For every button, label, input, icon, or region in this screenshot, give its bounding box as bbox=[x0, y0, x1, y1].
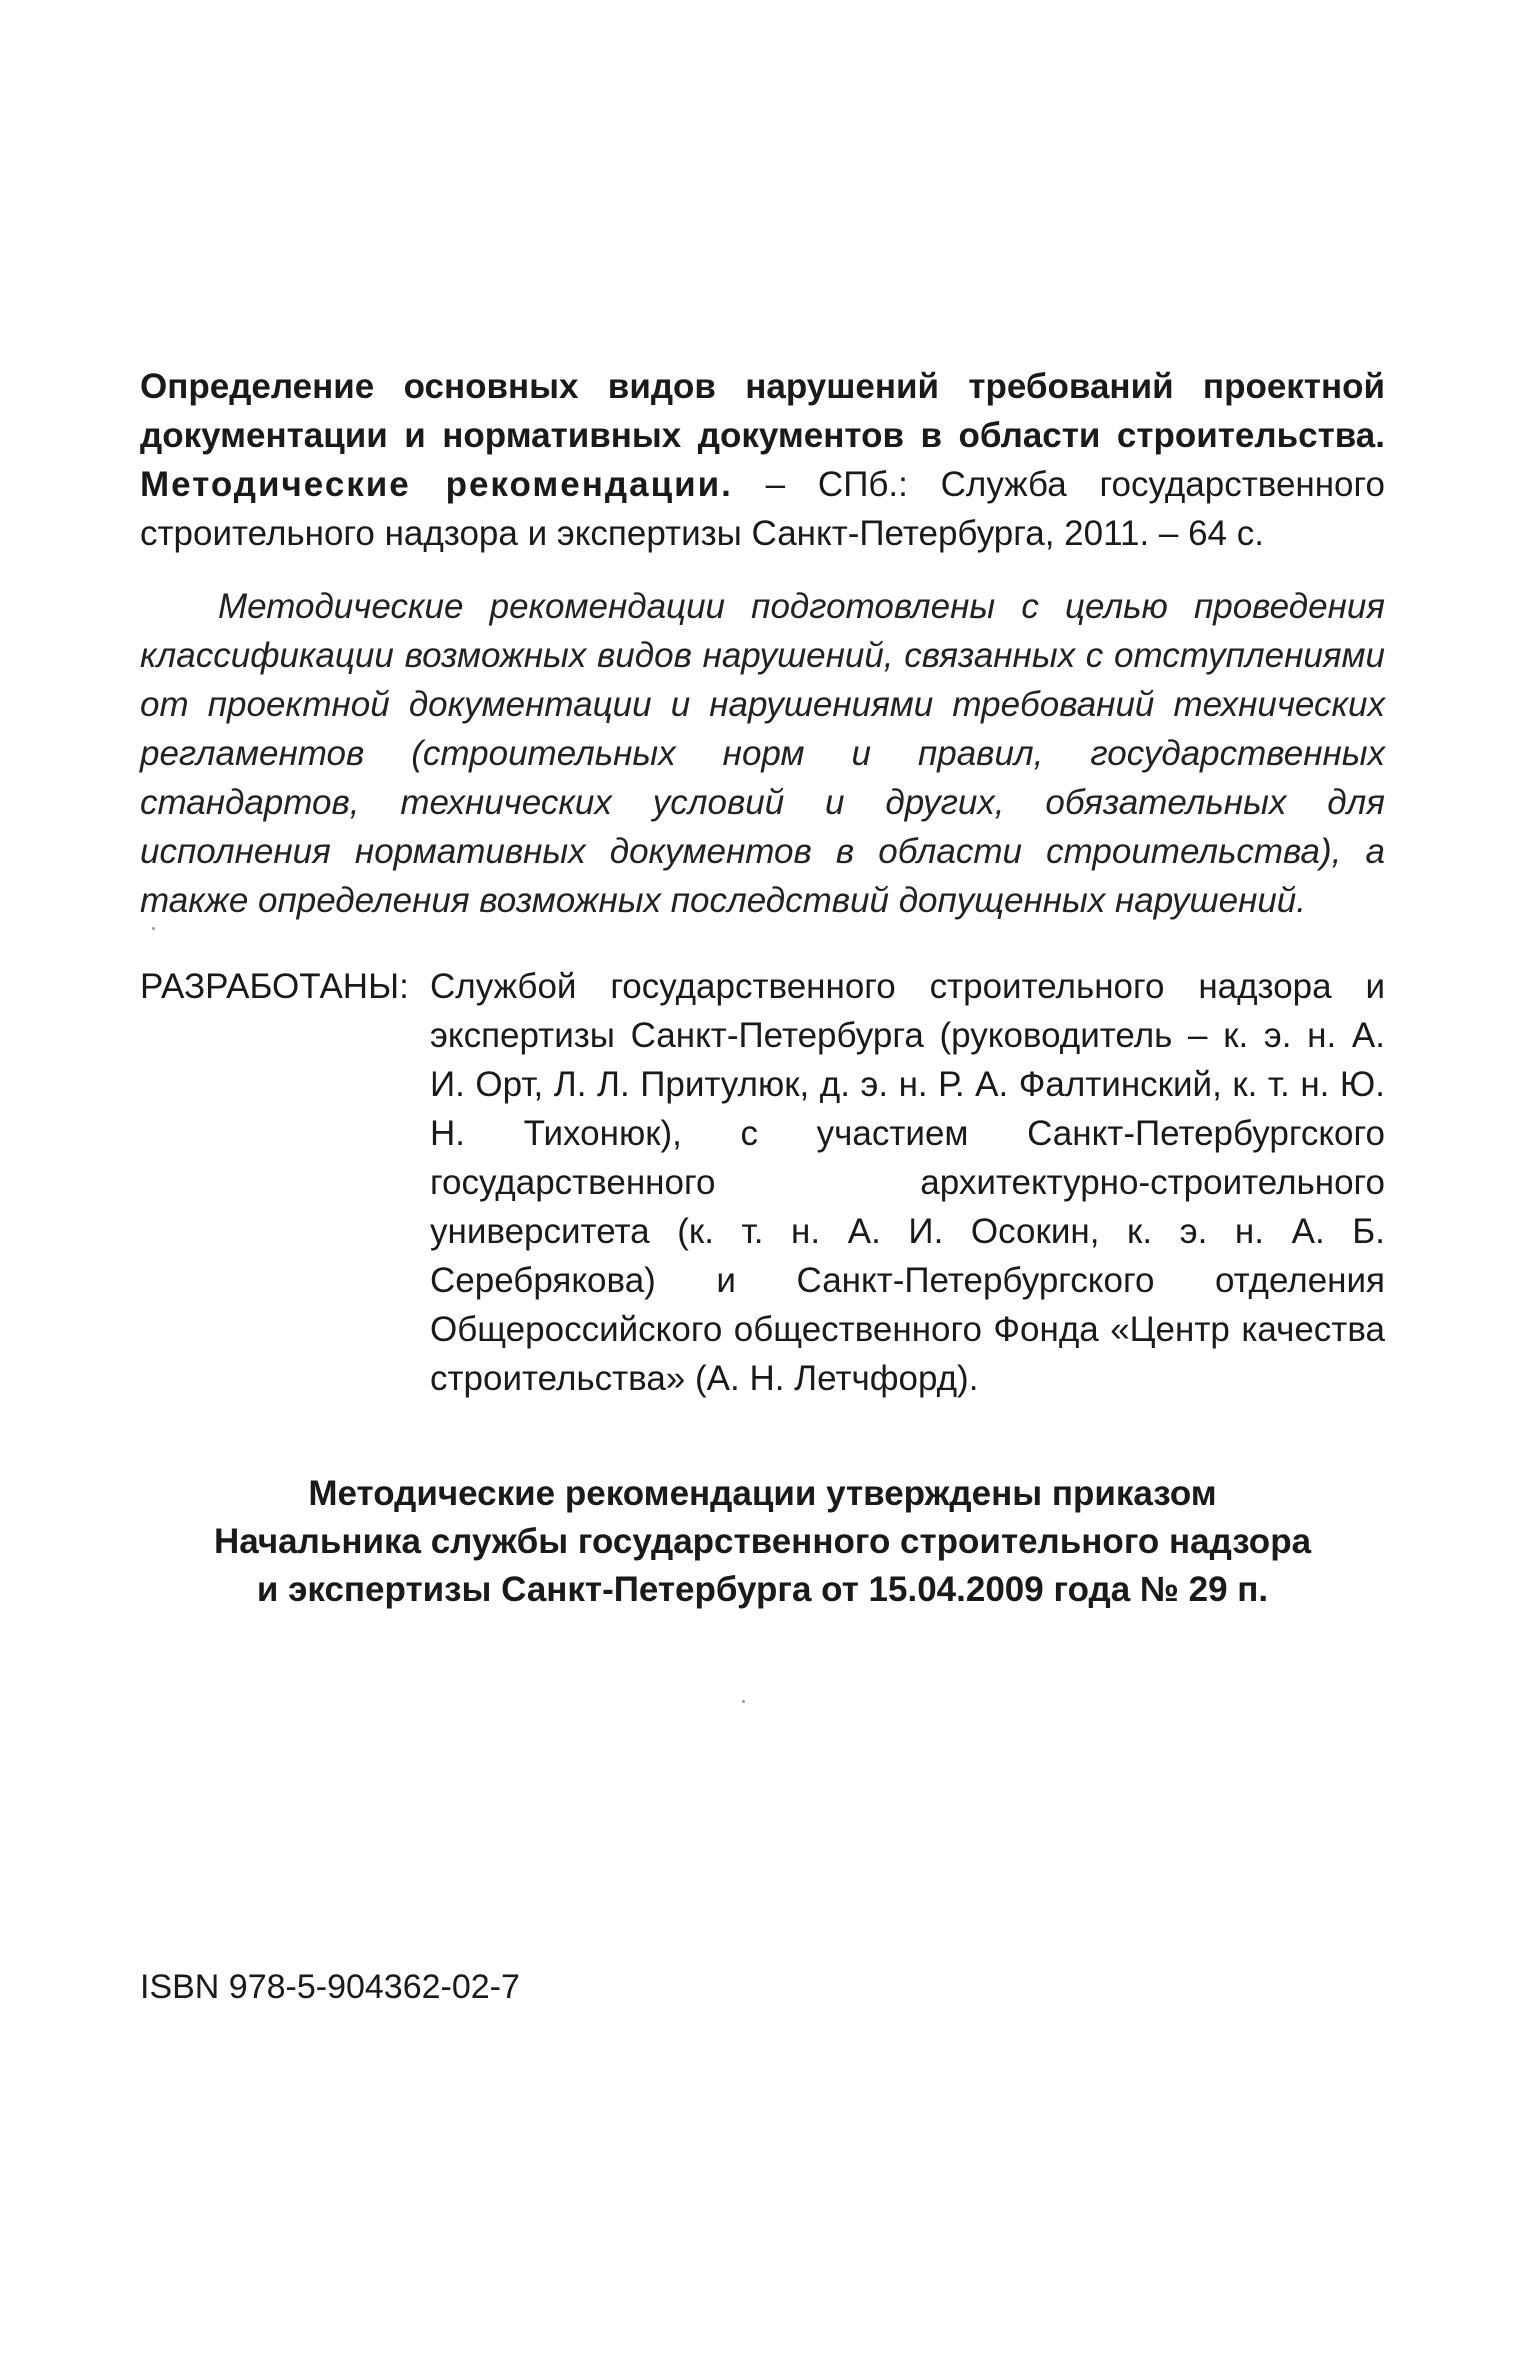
approval-line-2: Начальника службы государственного строительного надзора bbox=[213, 1522, 1312, 1561]
scan-speck bbox=[742, 1700, 745, 1703]
abstract-paragraph: Методические рекомендации подготовлены с целью проведения классификации возможных видов нарушений, связанных с отступлениями от проектной документации и нарушениями требований технических регламентов (строительных норм и правил, государственных стандартов, технических условий и других, обязательных для исполнения нормативных документов в области строительства), а также определения возможных последствий допущенных нарушений. bbox=[140, 587, 1385, 920]
approval-notice bbox=[140, 1470, 1385, 1614]
book-imprint: – СПб.: Служба государственного строительного надзора и экспертизы Санкт-Петербурга, 2011. – 64 с. bbox=[140, 465, 1385, 553]
developers-label: РАЗРАБОТАНЫ: bbox=[140, 967, 409, 1006]
bibliographic-record bbox=[140, 362, 1385, 558]
approval-line-3: и экспертизы Санкт-Петербурга от 15.04.2009 года № 29 п. bbox=[256, 1570, 1269, 1609]
scan-speck bbox=[152, 927, 155, 930]
book-title: Определение основных видов нарушений требований проектной документации и нормативных документов в области строительства. bbox=[140, 367, 1385, 455]
developers-text: Службой государственного строительного надзора и экспертизы Санкт-Петербурга (руководитель – к. э. н. А. И. Орт, Л. Л. Притулюк, д. э. н. Р. А. Фалтинский, к. т. н. Ю. Н. Тихонюк), с участием Санкт-Петербургского государственного архитектурно-строительного университета (к. т. н. А. И. Осокин, к. э. н. А. Б. Серебрякова) и Санкт-Петербургского отделения Общероссийского общественного Фонда «Центр качества строительства» (А. Н. Летчфорд). bbox=[430, 967, 1385, 1398]
isbn-number: ISBN 978-5-904362-02-7 bbox=[140, 1968, 520, 2006]
developers-section bbox=[140, 962, 1385, 1403]
book-subtitle: Методические рекомендации. bbox=[140, 465, 733, 504]
approval-line-1: Методические рекомендации утверждены приказом bbox=[308, 1474, 1217, 1513]
